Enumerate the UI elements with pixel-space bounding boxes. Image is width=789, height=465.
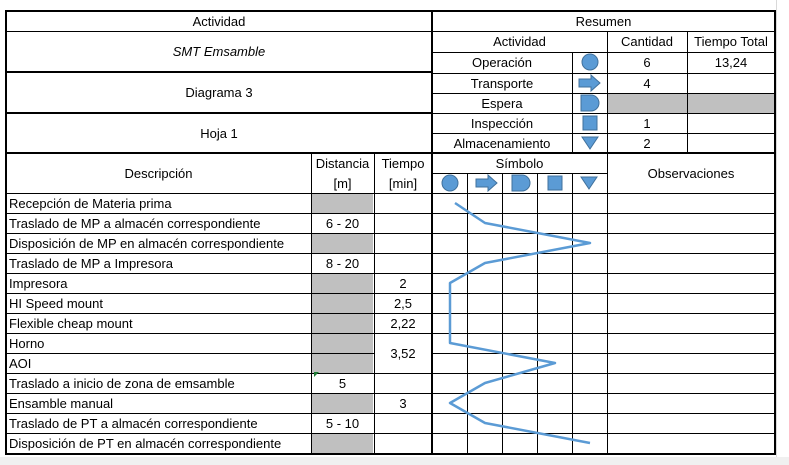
row-description[interactable]: AOI: [9, 355, 32, 371]
row-time[interactable]: 2: [399, 275, 407, 291]
header-activity-name[interactable]: SMT Emsamble: [172, 44, 266, 59]
row-description[interactable]: Disposición de MP en almacén correspondiente: [9, 235, 285, 251]
row-description[interactable]: Traslado de PT a almacén correspondiente: [9, 415, 258, 431]
circle-icon: [442, 175, 458, 191]
row-distance[interactable]: 5 - 10: [325, 416, 360, 431]
table-col-description[interactable]: Descripción: [124, 165, 193, 181]
table-col-distance-unit: [m]: [333, 175, 352, 191]
summary-title[interactable]: Resumen: [575, 13, 632, 29]
row-time[interactable]: 3,52: [390, 345, 416, 361]
header-activity-label[interactable]: Actividad: [192, 13, 246, 29]
table-col-time-unit: [min]: [388, 175, 418, 191]
summary-label-transporte[interactable]: Transporte: [470, 75, 534, 91]
header-sheet[interactable]: Hoja 1: [200, 125, 238, 141]
row-description[interactable]: Traslado a inicio de zona de emsamble: [9, 375, 235, 391]
table-col-symbol[interactable]: Símbolo: [495, 155, 544, 171]
header-diagram[interactable]: Diagrama 3: [185, 85, 253, 100]
row-description[interactable]: Impresora: [9, 275, 68, 291]
table-col-time[interactable]: Tiempo: [381, 155, 425, 171]
summary-label-espera[interactable]: Espera: [481, 95, 523, 111]
row-description[interactable]: Ensamble manual: [9, 395, 114, 411]
triangle-icon: [582, 137, 598, 149]
summary-col-activity[interactable]: Actividad: [493, 34, 546, 49]
table-col-observations[interactable]: Observaciones: [647, 165, 735, 181]
summary-label-almacenamiento[interactable]: Almacenamiento: [453, 135, 551, 151]
row-time[interactable]: 2,5: [393, 295, 413, 311]
delay-icon: [581, 95, 599, 111]
summary-label-operacion[interactable]: Operación: [472, 55, 532, 70]
row-distance[interactable]: 6 - 20: [325, 216, 360, 231]
row-time[interactable]: 3: [399, 395, 407, 411]
delay-icon: [512, 175, 530, 191]
summary-qty-transporte[interactable]: 4: [643, 75, 651, 91]
cell-comment-marker: [314, 372, 319, 377]
row-time[interactable]: 2,22: [390, 315, 416, 331]
row-description[interactable]: Disposición de PT en almacén correspondiente: [9, 435, 282, 451]
summary-time-operacion[interactable]: 13,24: [714, 55, 748, 70]
flow-line: [450, 203, 590, 443]
summary-label-inspeccion[interactable]: Inspección: [470, 115, 534, 131]
row-description[interactable]: Recepción de Materia prima: [9, 195, 172, 211]
summary-qty-operacion[interactable]: 6: [643, 55, 651, 70]
row-description[interactable]: Flexible cheap mount: [9, 315, 133, 331]
horizontal-scrollbar[interactable]: [0, 457, 789, 465]
row-description[interactable]: Traslado de MP a Impresora: [9, 255, 174, 271]
row-description[interactable]: HI Speed mount: [9, 295, 103, 311]
summary-qty-inspeccion[interactable]: 1: [643, 115, 651, 131]
arrow-icon: [476, 175, 497, 191]
triangle-icon: [581, 177, 597, 189]
circle-icon: [582, 54, 598, 70]
summary-col-quantity[interactable]: Cantidad: [620, 34, 674, 49]
row-distance[interactable]: 5: [338, 376, 347, 391]
row-description[interactable]: Horno: [9, 335, 45, 351]
row-description[interactable]: Traslado de MP a almacén correspondiente: [9, 215, 261, 231]
arrow-icon: [579, 75, 600, 91]
row-distance[interactable]: 8 - 20: [325, 256, 360, 271]
summary-qty-almacenamiento[interactable]: 2: [643, 135, 651, 151]
square-icon: [583, 116, 597, 130]
summary-col-total-time[interactable]: Tiempo Total: [694, 34, 768, 49]
table-col-distance[interactable]: Distancia: [315, 155, 370, 171]
square-icon: [548, 176, 562, 190]
